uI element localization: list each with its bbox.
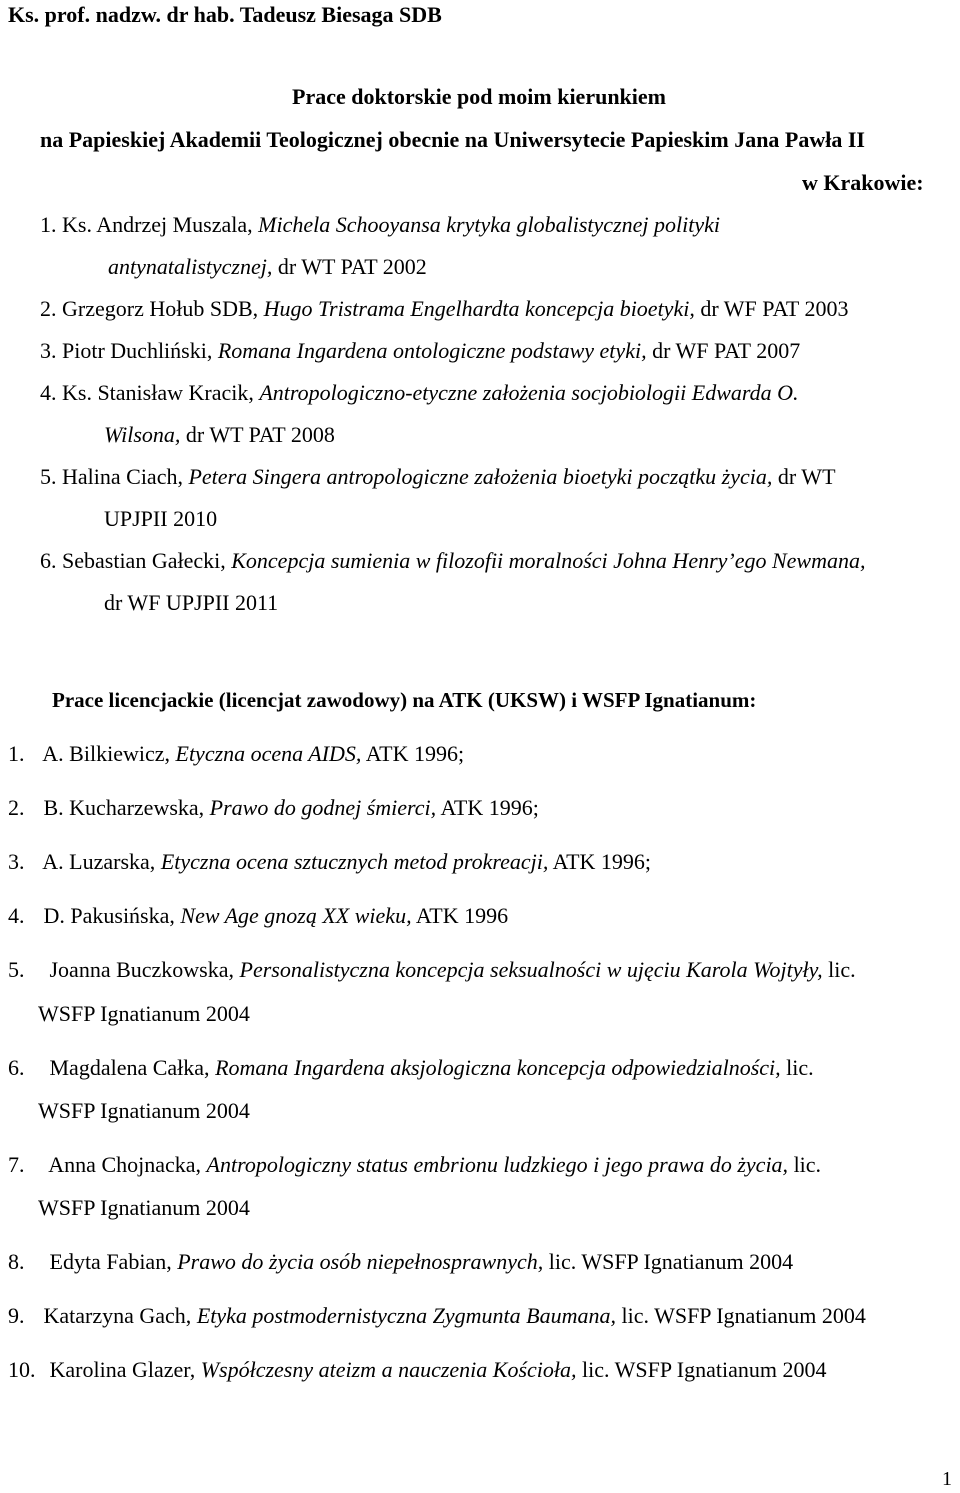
item-degree: UPJPII 2010 (104, 506, 218, 531)
list-item-continuation (104, 422, 335, 448)
list-item-continuation (108, 254, 427, 280)
item-author: A. Luzarska, (42, 849, 156, 874)
doctoral-title-line2: na Papieskiej Akademii Teologicznej obecnie na Uniwersytecie Papieskim Jana Pawła II (40, 127, 865, 152)
list-item (8, 741, 464, 767)
document-author: Ks. prof. nadzw. dr hab. Tadeusz Biesaga SDB (8, 2, 442, 27)
item-rest: lic. (828, 957, 856, 982)
item-number: 4. (40, 380, 57, 405)
item-author: A. Bilkiewicz, (42, 741, 170, 766)
item-title: Michela Schooyansa krytyka globalistycznej polityki (258, 212, 720, 237)
list-item (40, 338, 800, 364)
item-rest: ATK 1996; (552, 849, 652, 874)
item-title: Koncepcja sumienia w filozofii moralności Johna Henry’ego Newmana, (231, 548, 866, 573)
list-item (8, 1055, 814, 1081)
item-number: 3. (8, 849, 25, 874)
item-number: 2. (8, 795, 25, 820)
list-item (40, 212, 720, 238)
item-title: Etyka postmodernistyczna Zygmunta Baumana, (196, 1303, 616, 1328)
list-item (40, 548, 866, 574)
item-author: B. Kucharzewska, (43, 795, 205, 820)
item-title: Antropologiczno-etyczne założenia socjobiologii Edwarda O. (259, 380, 799, 405)
item-author: Karolina Glazer, (49, 1357, 196, 1382)
list-item (8, 795, 539, 821)
item-degree: dr WF UPJPII 2011 (104, 590, 279, 615)
item-title: Romana Ingardena ontologiczne podstawy etyki, (217, 338, 647, 363)
item-number: 3. (40, 338, 57, 363)
list-item (8, 957, 856, 983)
list-item-continuation (104, 590, 278, 616)
item-degree: dr WF PAT 2003 (700, 296, 849, 321)
list-item-continuation: WSFP Ignatianum 2004 (38, 1195, 250, 1220)
list-item-continuation: WSFP Ignatianum 2004 (38, 1098, 250, 1123)
item-author: Halina Ciach, (62, 464, 183, 489)
item-rest: lic. (786, 1055, 814, 1080)
item-rest: lic. WSFP Ignatianum 2004 (548, 1249, 794, 1274)
doctoral-title-line1: Prace doktorskie pod moim kierunkiem (292, 84, 666, 109)
list-item (8, 903, 508, 929)
item-number: 2. (40, 296, 57, 321)
item-author: Piotr Duchliński, (62, 338, 213, 363)
item-number: 1. (8, 741, 25, 766)
item-author: Edyta Fabian, (49, 1249, 172, 1274)
item-title: Współczesny ateizm a nauczenia Kościoła, (200, 1357, 577, 1382)
item-title: Wilsona, (104, 422, 181, 447)
list-item-continuation (104, 506, 217, 532)
item-number: 7. (8, 1152, 25, 1177)
item-number: 6. (8, 1055, 25, 1080)
licencjat-heading: Prace licencjackie (licencjat zawodowy) na ATK (UKSW) i WSFP Ignatianum: (52, 688, 757, 712)
item-rest: lic. WSFP Ignatianum 2004 (621, 1303, 866, 1328)
item-title: antynatalistycznej, (108, 254, 273, 279)
item-title: Petera Singera antropologiczne założenia bioetyki początku życia, (188, 464, 773, 489)
item-author: Anna Chojnacka, (48, 1152, 202, 1177)
item-rest: ATK 1996 (415, 903, 509, 928)
item-number: 4. (8, 903, 25, 928)
item-author: Joanna Buczkowska, (49, 957, 235, 982)
item-author: Ks. Andrzej Muszala, (62, 212, 253, 237)
item-author: Grzegorz Hołub SDB, (62, 296, 259, 321)
item-author: Sebastian Gałecki, (62, 548, 226, 573)
item-author: Ks. Stanisław Kracik, (62, 380, 254, 405)
item-author: Katarzyna Gach, (43, 1303, 192, 1328)
list-item (8, 849, 651, 875)
item-degree: dr WT (777, 464, 836, 489)
item-rest: lic. (793, 1152, 822, 1177)
item-title: New Age gnozą XX wieku, (180, 903, 412, 928)
item-number: 1. (40, 212, 57, 237)
item-number: 6. (40, 548, 57, 573)
item-degree: dr WF PAT 2007 (652, 338, 801, 363)
list-item-continuation: WSFP Ignatianum 2004 (38, 1001, 250, 1026)
item-title: Prawo do życia osób niepełnosprawnych, (177, 1249, 544, 1274)
item-title: Antropologiczny status embrionu ludzkiego i jego prawa do życia, (206, 1152, 789, 1177)
item-number: 10. (8, 1357, 36, 1382)
item-degree: dr WT PAT 2002 (277, 254, 427, 279)
list-item (40, 296, 848, 322)
page-number: 1 (942, 1468, 952, 1490)
item-title: Hugo Tristrama Engelhardta koncepcja bioetyki, (263, 296, 695, 321)
item-number: 8. (8, 1249, 25, 1274)
item-rest: ATK 1996; (440, 795, 539, 820)
item-author: Magdalena Całka, (49, 1055, 210, 1080)
list-item (40, 380, 799, 406)
item-number: 5. (8, 957, 25, 982)
item-author: D. Pakusińska, (43, 903, 175, 928)
item-title: Etyczna ocena sztucznych metod prokreacji, (160, 849, 549, 874)
list-item (8, 1152, 821, 1178)
item-number: 9. (8, 1303, 25, 1328)
item-degree: dr WT PAT 2008 (185, 422, 335, 447)
list-item (8, 1357, 826, 1383)
doctoral-title-line3: w Krakowie: (802, 170, 924, 195)
item-rest: lic. WSFP Ignatianum 2004 (582, 1357, 827, 1382)
list-item (8, 1303, 866, 1329)
list-item (8, 1249, 793, 1275)
item-rest: ATK 1996; (365, 741, 465, 766)
list-item (40, 464, 836, 490)
item-number: 5. (40, 464, 57, 489)
item-title: Etyczna ocena AIDS, (175, 741, 362, 766)
item-title: Romana Ingardena aksjologiczna koncepcja odpowiedzialności, (215, 1055, 781, 1080)
item-title: Prawo do godnej śmierci, (209, 795, 437, 820)
item-title: Personalistyczna koncepcja seksualności w ujęciu Karola Wojtyły, (239, 957, 823, 982)
